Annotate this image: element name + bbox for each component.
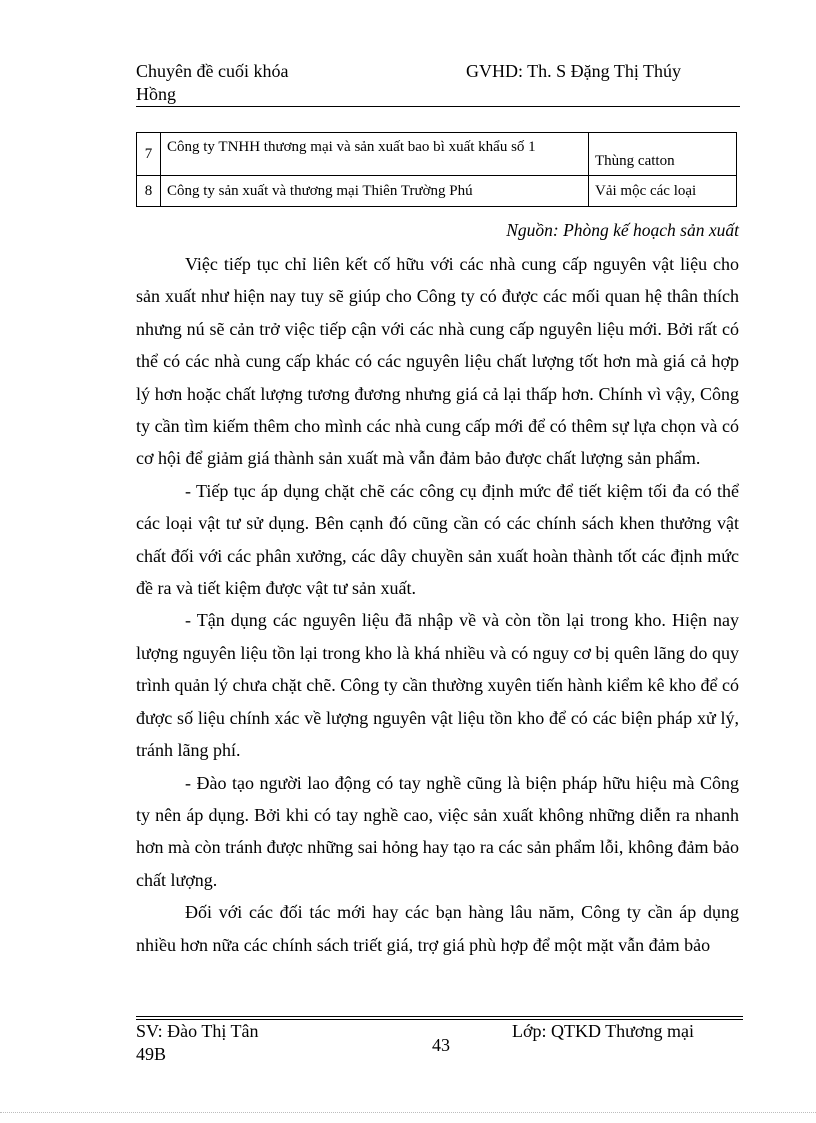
table-source-note: Nguồn: Phòng kế hoạch sản xuất (506, 220, 739, 240)
page-header (136, 60, 740, 108)
footer-student (136, 1020, 259, 1066)
paragraph: Việc tiếp tục chỉ liên kết cố hữu với các nhà cung cấp nguyên vật liệu cho sản xuất như hiện nay tuy sẽ giúp cho Công ty có được các mối quan hệ thân thích nhưng nú sẽ cản trở việc tiếp cận với các nhà cung cấp nguyên liệu mới. Bởi rất có thể có các nhà cung cấp khác có các nguyên liệu chất lượng tốt hơn mà giá cả hợp lý hơn hoặc chất lượng tương đương nhưng giá cả lại thấp hơn. Chính vì vậy, Công ty cần tìm kiếm thêm cho mình các nhà cung cấp mới để có thêm sự lựa chọn và có cơ hội để giảm giá thành sản xuất mà vẫn đảm bảo được chất lượng sản phẩm. (136, 254, 739, 469)
body-text (136, 248, 739, 961)
footer-divider-top (136, 1016, 743, 1017)
page-edge-dotted-line (0, 1112, 816, 1113)
row-number: 8 (137, 176, 161, 207)
supplier-table (136, 132, 737, 207)
header-course-line1: Chuyên đề cuối khóa (136, 61, 289, 81)
footer-student-line1: SV: Đào Thị Tân (136, 1021, 259, 1041)
supplied-product: Thùng catton (589, 133, 737, 176)
paragraph: - Tận dụng các nguyên liệu đã nhập về và còn tồn lại trong kho. Hiện nay lượng nguyên liệu tồn lại trong kho là khá nhiều và có nguy cơ bị quên lãng do quy trình quản lý chưa chặt chẽ. Công ty cần thường xuyên tiến hành kiểm kê kho để có được số liệu chính xác về lượng nguyên vật liệu tồn kho để có các biện pháp xử lý, tránh lãng phí. (136, 610, 739, 761)
header-course-line2: Hồng (136, 84, 176, 104)
row-number: 7 (137, 133, 161, 176)
footer-student-line2: 49B (136, 1044, 167, 1064)
paragraph: - Tiếp tục áp dụng chặt chẽ các công cụ định mức để tiết kiệm tối đa có thể các loại vật tư sử dụng. Bên cạnh đó cũng cần có các chính sách khen thưởng vật chất đối với các phân xưởng, các dây chuyền sản xuất hoàn thành tốt các định mức đề ra và tiết kiệm được vật tư sản xuất. (136, 480, 739, 599)
page-number: 43 (432, 1035, 450, 1055)
header-divider (136, 106, 740, 107)
supplier-name: Công ty sản xuất và thương mại Thiên Trường Phú (161, 176, 589, 207)
paragraph: - Đào tạo người lao động có tay nghề cũng là biện pháp hữu hiệu mà Công ty nên áp dụng. Bởi khi có tay nghề cao, việc sản xuất không những diễn ra nhanh hơn mà còn tránh được những sai hỏng hay tạo ra các sản phẩm lỗi, không đảm bảo chất lượng. (136, 772, 739, 890)
table-row (137, 176, 737, 207)
header-supervisor: GVHD: Th. S Đặng Thị Thúy (466, 61, 682, 81)
supplier-name: Công ty TNHH thương mại và sản xuất bao bì xuất khẩu số 1 (161, 133, 589, 176)
page-footer (136, 1020, 743, 1070)
paragraph: Đối với các đối tác mới hay các bạn hàng lâu năm, Công ty cần áp dụng nhiều hơn nữa các chính sách triết giá, trợ giá phù hợp để một mặt vẫn đảm bảo (136, 902, 739, 955)
supplied-product: Vải mộc các loại (589, 176, 737, 207)
header-course (136, 60, 288, 106)
table-row (137, 133, 737, 176)
footer-class: Lớp: QTKD Thương mại (512, 1021, 694, 1041)
